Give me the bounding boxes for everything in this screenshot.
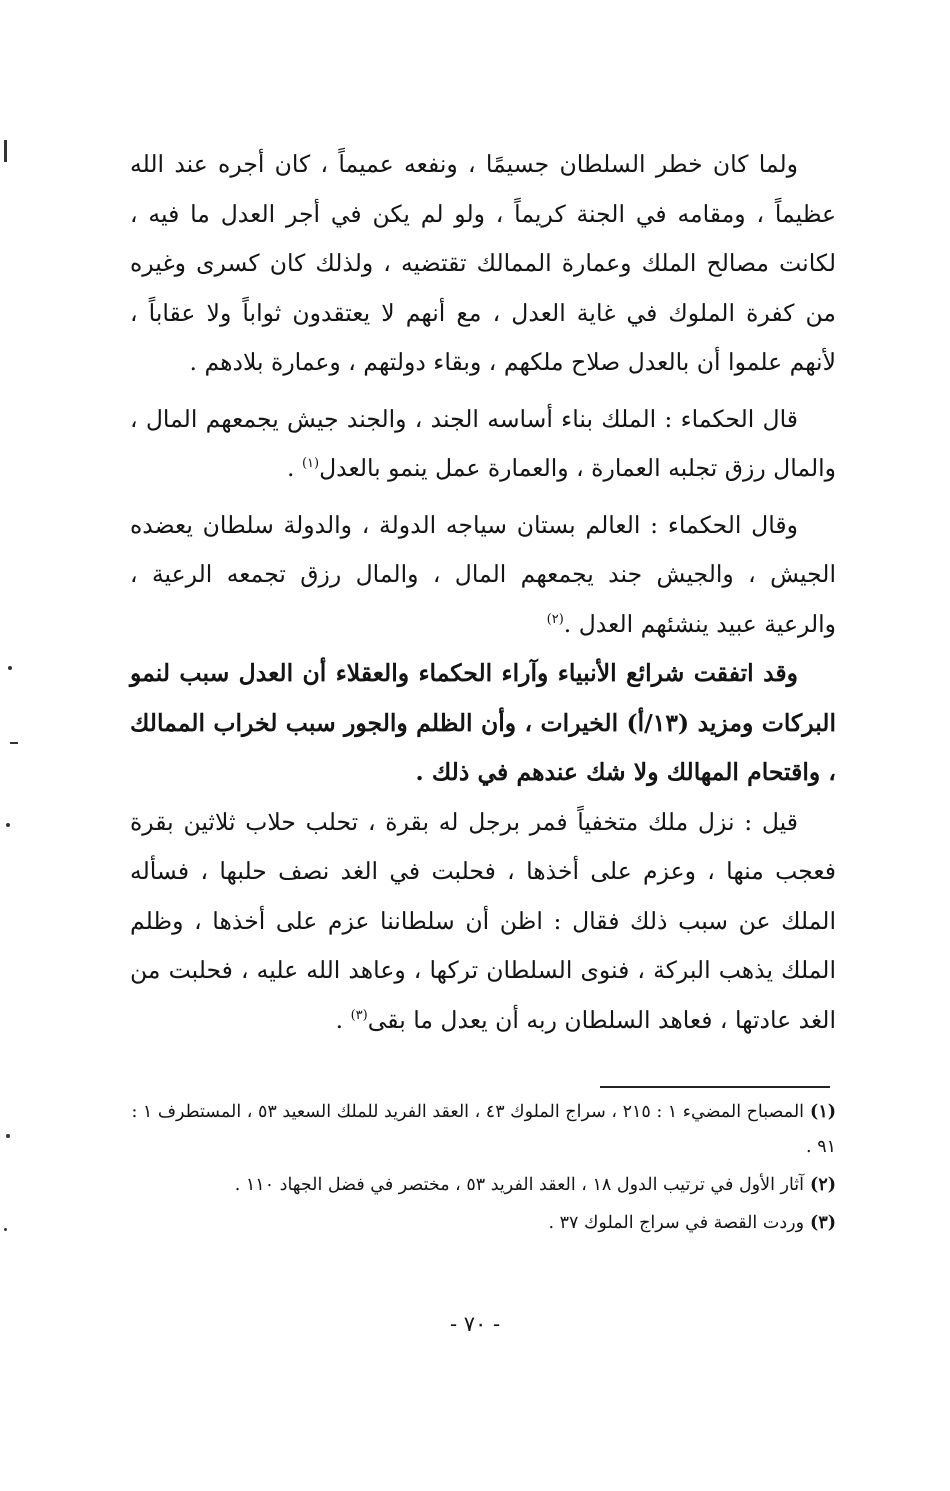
paragraph-3 bbox=[130, 501, 836, 650]
footnote-3-text: وردت القصة في سراج الملوك ٣٧ . bbox=[548, 1213, 805, 1233]
scan-mark bbox=[6, 823, 10, 827]
paragraph-3-text: وقال الحكماء : العالم بستان سياجه الدولة ، والدولة سلطان يعضده الجيش ، والجيش جند يجمعهم المال ، والمال رزق تجمعه الرعية ، والرعية عبيد ينشئهم العدل . bbox=[130, 510, 836, 638]
paragraph-4 bbox=[130, 649, 836, 798]
page-number: - ٧٠ - bbox=[449, 1312, 501, 1336]
footnote-ref-3: (٣) bbox=[350, 1007, 368, 1023]
footnote-1-text: المصباح المضيء ١ : ٢١٥ ، سراج الملوك ٤٣ ، العقد الفريد للملك السعيد ٥٣ ، المستطرف ١ : ٩١ . bbox=[131, 1102, 836, 1157]
paragraph-2-text: قال الحكماء : الملك بناء أساسه الجند ، والجند جيش يجمعهم المال ، والمال رزق تجلبه العمارة ، والعمارة عمل ينمو بالعدل bbox=[130, 404, 836, 482]
footnote-ref-1: (١) bbox=[301, 456, 320, 471]
footnote-ref-2: (٢) bbox=[546, 611, 564, 627]
footnote-3 bbox=[130, 1206, 836, 1241]
footnote-separator bbox=[600, 1086, 830, 1088]
paragraph-2-end: . bbox=[287, 454, 302, 482]
paragraph-4-text: وقد اتفقت شرائع الأنبياء وآراء الحكماء والعقلاء أن العدل سبب لنمو البركات ومزيد (١٣/أ) الخيرات ، وأن الظلم والجور سبب لخراب الممالك ، واقتحام المهالك ولا شك عندهم في ذلك . bbox=[130, 659, 836, 786]
footnote-2-text: آثار الأول في ترتيب الدول ١٨ ، العقد الفريد ٥٣ ، مختصر في فضل الجهاد ١١٠ . bbox=[234, 1175, 805, 1195]
paragraph-1-text: ولما كان خطر السلطان جسيمًا ، ونفعه عميماً ، كان أجره عند الله عظيماً ، ومقامه في الجنة كريماً ، ولو لم يكن في أجر العدل ما فيه ، لكانت مصالح الملك وعمارة الممالك تقتضيه ، ولذلك كان كسرى وغيره من كفرة الملوك في غاية العدل ، مع أنهم لا يعتقدون ثواباً ولا عقاباً ، لأنهم علموا أن بالعدل صلاح ملكهم ، وبقاء دولتهم ، وعمارة بلادهم . bbox=[130, 150, 836, 376]
scan-mark bbox=[6, 1134, 10, 1138]
scan-mark bbox=[8, 666, 12, 670]
paragraph-5 bbox=[130, 798, 836, 1046]
paragraph-5-end: . bbox=[335, 1005, 351, 1034]
scan-mark bbox=[4, 1228, 7, 1231]
footnote-1 bbox=[130, 1095, 836, 1165]
footnotes bbox=[130, 1095, 836, 1244]
footnote-2 bbox=[130, 1168, 836, 1203]
footnote-1-number: (١) bbox=[810, 1102, 836, 1122]
scan-mark bbox=[10, 742, 18, 744]
paragraph-1 bbox=[130, 140, 836, 388]
paragraph-5-text: قيل : نزل ملك متخفياً فمر برجل له بقرة ، تحلب حلاب ثلاثين بقرة فعجب منها ، وعزم على أخذها ، فحلبت في الغد نصف حلبها ، فسأله الملك عن سبب ذلك فقال : اظن أن سلطاننا عزم على أخذها ، وظلم الملك يذهب البركة ، فنوى السلطان تركها ، وعاهد الله عليه ، فحلبت من الغد عادتها ، فعاهد السلطان ربه أن يعدل ما بقى bbox=[130, 807, 836, 1034]
scan-mark bbox=[4, 140, 7, 162]
main-text bbox=[130, 140, 836, 1045]
footnote-3-number: (٣) bbox=[810, 1213, 836, 1233]
footnote-2-number: (٢) bbox=[810, 1175, 836, 1195]
paragraph-2 bbox=[130, 395, 836, 494]
